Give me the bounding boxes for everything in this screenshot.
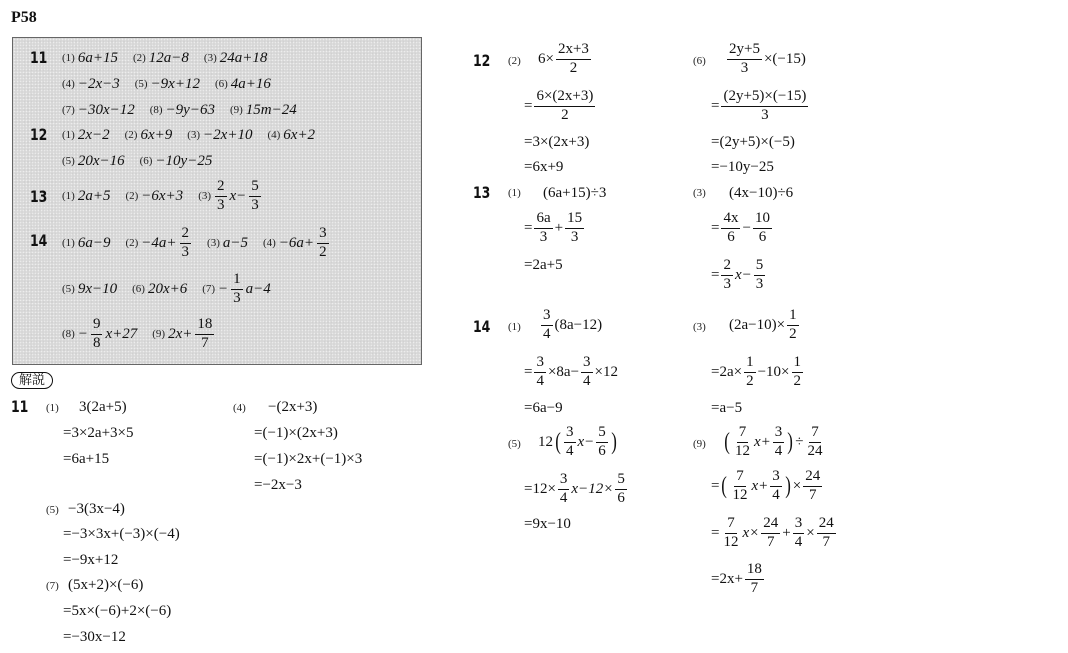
solution-11-4-label: (4)	[233, 402, 246, 414]
numerator: 1	[787, 308, 799, 326]
term: −10×	[757, 363, 790, 380]
denominator: 3	[740, 59, 749, 76]
numerator: 2y+5	[727, 42, 762, 60]
fraction	[534, 89, 595, 124]
denominator: 3	[539, 228, 548, 245]
solution-13-1-line-3: =2a+5	[524, 257, 563, 273]
solution-13-3-line-3: = $\frac{2}{3}$ x− $\frac{5}{3}$	[711, 257, 764, 292]
solution-14-5-line-2	[524, 472, 628, 507]
answer-11-5: −9x+12	[150, 76, 200, 92]
fraction	[744, 355, 756, 390]
numerator: 1	[744, 355, 756, 373]
term: ×(−15)	[763, 50, 806, 67]
solution-13-1-line-2: = $\frac{6a}{3}$ + $\frac{15}{3}$	[524, 210, 583, 245]
solution-11-7-label: (7)	[46, 580, 59, 592]
solution-11-5-line-2: =−3×3x+(−3)×(−4)	[63, 526, 180, 542]
answer-14-number: 14	[30, 231, 48, 250]
numerator: 4x	[721, 211, 740, 229]
denominator: 4	[794, 533, 803, 550]
denominator: 6	[598, 442, 606, 459]
solution-12-2-label: (2)	[508, 55, 521, 67]
answer-13-3	[198, 179, 262, 214]
denominator: 6	[727, 228, 735, 245]
numerator: 3	[317, 226, 329, 244]
numerator: 3	[541, 308, 553, 326]
denominator: 4	[772, 486, 780, 503]
label: (3)	[198, 189, 212, 202]
solution-14-number: 14	[473, 317, 491, 336]
solution-14-9-line-1: ( $\frac{7}{12}$ x+ $\frac{3}{4}$ ) ÷ $\frac{7}{24}$	[724, 424, 823, 459]
denominator: 12	[732, 486, 748, 503]
solution-11-5-line-3: =−9x+12	[63, 552, 119, 568]
solution-13-3-label: (3)	[693, 187, 706, 199]
denominator: 3	[233, 289, 241, 306]
term: x−	[577, 433, 595, 450]
fraction	[180, 226, 192, 261]
label: (6)	[214, 78, 228, 90]
solution-14-5-line-3: =9x−10	[524, 516, 571, 532]
numerator: 6a	[534, 211, 552, 229]
label: (6)	[132, 282, 145, 295]
solution-11-4-line-1: −(2x+3)	[268, 399, 318, 415]
denominator: 3	[761, 106, 769, 123]
fraction	[761, 516, 780, 551]
numerator: 5	[615, 472, 627, 490]
numerator: 24	[761, 516, 780, 534]
term: x+	[751, 477, 769, 494]
fraction	[581, 355, 593, 390]
term: (8a−12)	[554, 316, 603, 333]
term: −	[218, 280, 229, 297]
solution-11-5-line-1: −3(3x−4)	[68, 501, 125, 517]
label: (9)	[152, 327, 166, 340]
fraction	[231, 272, 243, 307]
answer-11-2: 12a−8	[148, 50, 189, 66]
solution-14-3-line-1	[729, 308, 800, 343]
solution-14-3-line-2	[711, 355, 804, 390]
answer-11-6: 4a+16	[230, 76, 271, 92]
fraction	[558, 472, 570, 507]
denominator: 7	[750, 579, 759, 596]
denominator: 4	[566, 442, 574, 459]
term: =2x+	[711, 570, 743, 587]
fraction	[534, 355, 546, 390]
fraction	[596, 425, 608, 460]
fraction	[564, 425, 576, 460]
label: (4)	[262, 236, 276, 249]
solution-11-4-line-4: =−2x−3	[254, 477, 302, 493]
fraction	[721, 258, 733, 293]
fraction	[541, 308, 553, 343]
denominator: 4	[583, 372, 591, 389]
numerator: 24	[803, 469, 822, 487]
solution-12-6-label: (6)	[693, 55, 706, 67]
numerator: 9	[91, 317, 103, 335]
numerator: 3	[558, 472, 570, 490]
term: ×	[806, 524, 815, 541]
label: (2)	[132, 52, 146, 64]
answer-12-6: −10y−25	[155, 153, 213, 169]
solution-11-7-line-2: =5x×(−6)+2×(−6)	[63, 603, 172, 619]
fraction	[721, 211, 740, 246]
term: ×12	[594, 363, 619, 380]
solution-11-1-label: (1)	[46, 402, 59, 414]
solution-14-3-line-3: =a−5	[711, 400, 743, 416]
denominator: 7	[822, 533, 830, 550]
answer-12-1: 2x−2	[77, 127, 110, 143]
answer-11-8: −9y−63	[165, 102, 215, 118]
fraction	[733, 425, 752, 460]
fraction	[793, 516, 805, 551]
denominator: 2	[789, 325, 797, 342]
denominator: 3	[251, 196, 259, 213]
solution-11-7-line-1: (5x+2)×(−6)	[68, 577, 144, 593]
term: x−	[734, 266, 752, 283]
fraction	[215, 179, 227, 214]
term: x+27	[105, 325, 138, 342]
fraction	[792, 355, 804, 390]
denominator: 4	[774, 442, 783, 459]
label: (1)	[62, 129, 75, 141]
fraction	[817, 516, 836, 551]
numerator: 2	[215, 179, 227, 197]
answer-11-row-1	[62, 51, 267, 66]
page-code: P58	[11, 9, 37, 26]
denominator: 2	[319, 243, 327, 260]
numerator: 5	[754, 258, 766, 276]
solution-13-3-line-2: = $\frac{4x}{6}$ − $\frac{10}{6}$	[711, 210, 770, 245]
denominator: 7	[808, 486, 817, 503]
label: (3)	[187, 129, 201, 141]
term: ×8a−	[547, 363, 580, 380]
fraction	[195, 317, 214, 352]
denominator: 7	[767, 533, 775, 550]
numerator: 3	[770, 469, 782, 487]
solution-12-6-line-4: =−10y−25	[711, 159, 774, 175]
denominator: 6	[758, 228, 767, 245]
solution-11-5-label: (5)	[46, 504, 59, 516]
numerator: 3	[581, 355, 593, 373]
denominator: 3	[755, 275, 764, 292]
numerator: 6×(2x+3)	[534, 89, 595, 107]
numerator: 1	[231, 272, 243, 290]
term: x−12×	[571, 480, 614, 497]
solution-12-2-line-1	[538, 42, 592, 77]
solution-14-3-label: (3)	[693, 321, 706, 333]
denominator: 12	[735, 442, 750, 459]
label: (8)	[62, 327, 75, 340]
label: (1)	[62, 189, 75, 202]
answer-11-1: 6a+15	[77, 50, 118, 66]
label: (1)	[62, 52, 75, 64]
label: (5)	[62, 282, 75, 295]
fraction	[565, 211, 584, 246]
denominator: 7	[201, 334, 209, 351]
term: (2a−10)×	[729, 316, 786, 333]
answer-14-9	[152, 317, 215, 352]
answer-14-1: 6a−9	[77, 234, 111, 251]
denominator: 3	[217, 196, 225, 213]
label: (5)	[62, 155, 75, 167]
fraction	[556, 42, 591, 77]
answer-13-1: 2a+5	[77, 187, 111, 204]
solution-12-number: 12	[473, 51, 491, 70]
answer-12-3: −2x+10	[203, 127, 253, 143]
solution-13-number: 13	[473, 183, 491, 202]
label: (2)	[124, 129, 138, 141]
solution-11-4-line-2: =(−1)×(2x+3)	[254, 425, 338, 441]
numerator: 5	[249, 179, 261, 197]
solution-11-4-line-3: =(−1)×2x+(−1)×3	[254, 451, 363, 467]
label: (3)	[207, 236, 220, 249]
answer-13-row	[62, 178, 262, 214]
denominator: 24	[807, 442, 823, 459]
term: −6a+	[278, 234, 315, 251]
numerator: 15	[565, 211, 584, 229]
solution-14-9-line-3: = $\frac{7}{12}$ x× $\frac{24}{7}$ + $\frac{3}{4}$ × $\frac{24}{7}$	[711, 515, 834, 550]
answer-11-number: 11	[30, 48, 48, 67]
fraction	[249, 179, 261, 214]
answer-14-2	[125, 226, 192, 261]
numerator: 5	[596, 425, 608, 443]
answer-14-8	[62, 317, 137, 352]
solution-14-5-line-1: 12 ( $\frac{3}{4}$ x− $\frac{5}{6}$ )	[538, 424, 617, 459]
label: (8)	[149, 104, 163, 116]
solution-11-7-line-3: =−30x−12	[63, 629, 126, 645]
term: =12×	[524, 480, 556, 497]
solution-13-1-label: (1)	[508, 187, 521, 199]
fraction	[727, 42, 762, 77]
label: (6)	[139, 155, 153, 167]
fraction	[773, 425, 785, 460]
term: ÷	[795, 433, 804, 450]
denominator: 12	[723, 533, 739, 550]
answer-12-5: 20x−16	[77, 153, 125, 169]
solution-12-2-line-4: =6x+9	[524, 159, 564, 175]
numerator: 3	[793, 516, 805, 534]
numerator: (2y+5)×(−15)	[721, 89, 808, 107]
label: (2)	[125, 236, 139, 249]
label: (4)	[267, 129, 281, 141]
denominator: 4	[559, 489, 568, 506]
solution-12-6-line-2: = $\frac{(2y+5)\times(-15)}{3}$	[711, 88, 807, 123]
answer-14-6: 20x+6	[147, 280, 188, 297]
label: (2)	[125, 189, 139, 202]
numerator: 1	[792, 355, 804, 373]
solution-14-1-label: (1)	[508, 321, 521, 333]
denominator: 6	[617, 489, 625, 506]
answer-11-3: 24a+18	[219, 50, 268, 66]
answer-12-row-2	[62, 154, 212, 169]
term: ×	[792, 477, 802, 494]
answer-11-4: −2x−3	[77, 76, 120, 92]
solution-13-3-line-1: (4x−10)÷6	[729, 185, 794, 201]
answer-12-2: 6x+9	[140, 127, 173, 143]
fraction	[721, 516, 740, 551]
solution-12-2-line-2: = $\frac{6\times(2x+3)}{2}$	[524, 88, 594, 123]
solution-11-1-line-3: =6a+15	[63, 451, 110, 467]
answer-14-5: 9x−10	[77, 280, 118, 297]
denominator: 3	[570, 228, 579, 245]
answer-13-number: 13	[30, 187, 48, 206]
answer-13-2: −6x+3	[141, 187, 184, 204]
denominator: 4	[543, 325, 551, 342]
denominator: 2	[561, 106, 569, 123]
solution-14-9-label: (9)	[693, 438, 706, 450]
answer-14-4	[263, 226, 330, 261]
numerator: 10	[753, 211, 772, 229]
numerator: 18	[195, 317, 214, 335]
solution-14-9-line-2: = ( $\frac{7}{12}$ x+ $\frac{3}{4}$ ) × $\frac{24}{7}$	[711, 468, 821, 503]
denominator: 2	[746, 372, 754, 389]
fraction	[787, 308, 799, 343]
label: (3)	[203, 52, 217, 64]
term: x×	[742, 524, 760, 541]
label: (4)	[62, 78, 75, 90]
fraction	[534, 211, 552, 246]
denominator: 2	[793, 372, 801, 389]
term: 2x+	[168, 325, 193, 342]
term: x+	[754, 433, 771, 450]
fraction	[803, 469, 822, 504]
answer-14-row-1	[62, 224, 330, 262]
solution-14-1-line-3: =6a−9	[524, 400, 563, 416]
label: (9)	[229, 104, 243, 116]
numerator: 7	[725, 516, 737, 534]
fraction	[615, 472, 627, 507]
term: −4a+	[141, 234, 177, 251]
term: =2a×	[711, 363, 743, 380]
term: 6×	[538, 50, 554, 67]
answer-12-row-1	[62, 128, 315, 143]
fraction	[317, 226, 329, 261]
numerator: 2	[721, 258, 733, 276]
numerator: 7	[734, 469, 746, 487]
denominator: 3	[723, 275, 731, 292]
fraction	[806, 425, 825, 460]
numerator: 2x+3	[556, 42, 591, 60]
solution-11-number: 11	[11, 397, 29, 416]
term: 12	[538, 433, 553, 450]
answer-14-row-2	[62, 270, 271, 308]
term: −	[77, 325, 88, 342]
solution-12-6-line-1	[726, 42, 806, 77]
answer-14-3: a−5	[222, 234, 248, 251]
numerator: 7	[737, 425, 749, 443]
label: (5)	[134, 78, 148, 90]
kaisetsu-badge: 解説	[11, 372, 53, 389]
fraction	[754, 258, 766, 293]
answer-14-row-3	[62, 315, 215, 353]
solution-14-9-line-4	[711, 562, 765, 597]
answer-11-7: −30x−12	[77, 102, 135, 118]
fraction	[770, 469, 782, 504]
label: (7)	[202, 282, 216, 295]
solution-11-1-line-2: =3×2a+3×5	[63, 425, 134, 441]
answer-11-row-3	[62, 103, 297, 118]
denominator: 3	[181, 243, 190, 260]
solution-14-1-line-1	[540, 308, 602, 343]
fraction	[91, 317, 103, 352]
denominator: 2	[569, 59, 578, 76]
denominator: 8	[92, 334, 101, 351]
answer-12-number: 12	[30, 125, 48, 144]
numerator: 3	[534, 355, 546, 373]
denominator: 4	[536, 372, 544, 389]
term: x−	[229, 187, 247, 204]
solution-12-6-line-3: =(2y+5)×(−5)	[711, 134, 795, 150]
solution-13-1-line-1: (6a+15)÷3	[543, 185, 607, 201]
fraction	[730, 469, 749, 504]
answer-11-9: 15m−24	[245, 102, 297, 118]
numerator: 3	[773, 425, 785, 443]
answer-12-4: 6x+2	[283, 127, 316, 143]
fraction	[753, 211, 772, 246]
solution-11-1-line-1: 3(2a+5)	[79, 399, 127, 415]
answer-11-row-2	[62, 77, 271, 92]
fraction	[745, 562, 764, 597]
solution-14-5-label: (5)	[508, 438, 521, 450]
numerator: 7	[809, 425, 821, 443]
label: (7)	[62, 104, 75, 116]
term: +	[782, 524, 791, 541]
fraction	[721, 89, 808, 124]
answer-14-7	[202, 272, 271, 307]
numerator: 24	[817, 516, 836, 534]
solution-12-2-line-3: =3×(2x+3)	[524, 134, 590, 150]
solution-14-1-line-2: = $\frac{3}{4}$ ×8a− $\frac{3}{4}$ ×12	[524, 354, 619, 389]
numerator: 3	[564, 425, 576, 443]
term: a−4	[245, 280, 271, 297]
numerator: 18	[745, 562, 764, 580]
numerator: 2	[180, 226, 192, 244]
label: (1)	[62, 236, 75, 249]
